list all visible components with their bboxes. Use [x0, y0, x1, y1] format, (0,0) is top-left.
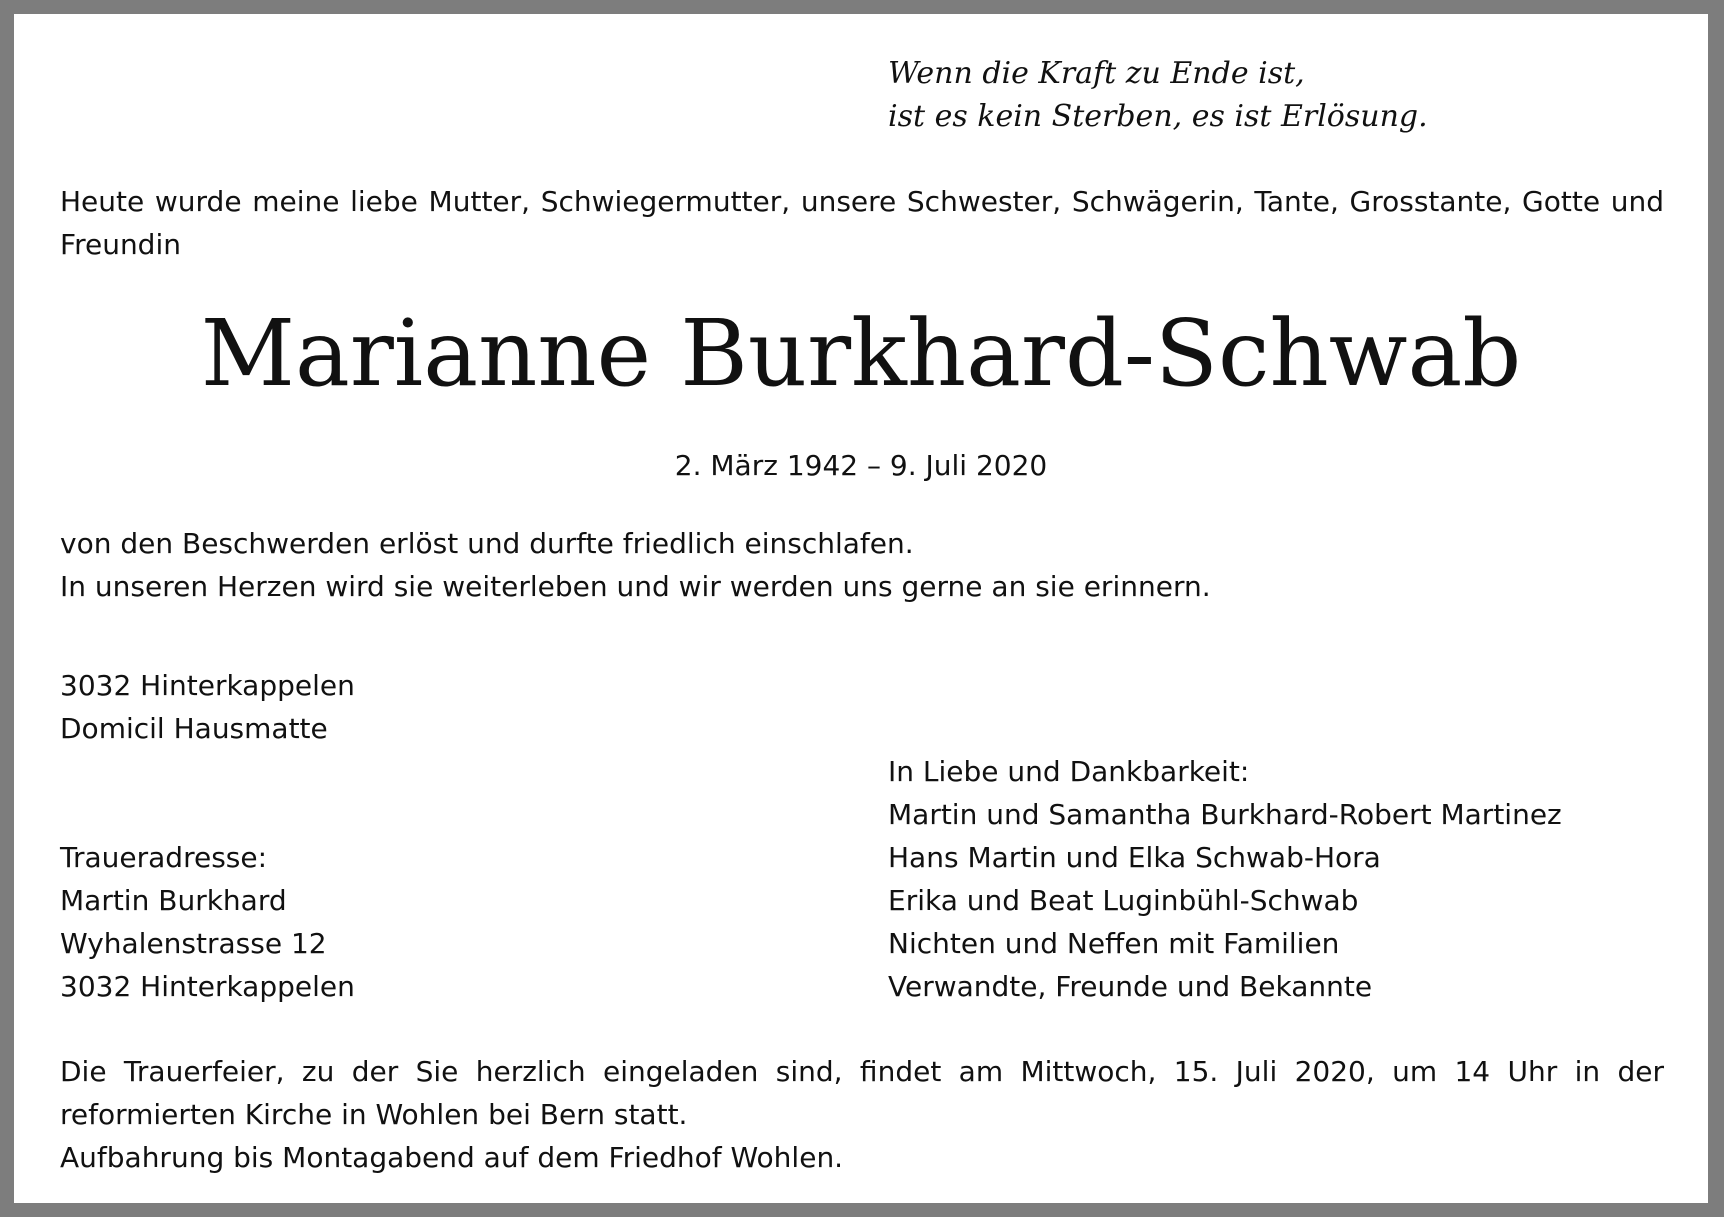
deceased-name: Marianne Burkhard-Schwab — [200, 300, 1522, 407]
obituary-page — [14, 14, 1708, 1203]
mourners-heading: In Liebe und Dankbarkeit: — [888, 755, 1250, 788]
mourner-name: Nichten und Neffen mit Familien — [888, 927, 1340, 960]
motto-line: ist es kein Sterben, es ist Erlösung. — [888, 99, 1428, 134]
viewing-notice: Aufbahrung bis Montagabend auf dem Friedhof Wohlen. — [60, 1141, 844, 1174]
mourning-address-line: Wyhalenstrasse 12 — [60, 927, 327, 960]
mourning-address-line: Martin Burkhard — [60, 884, 287, 917]
motto-verse — [888, 52, 1428, 138]
intro-paragraph: Heute wurde meine liebe Mutter, Schwiegermutter, unsere Schwester, Schwägerin, Tante, Grosstante, Gotte und Freundin — [60, 185, 1664, 261]
mourning-address-heading: Traueradresse: — [60, 841, 268, 874]
body-line: von den Beschwerden erlöst und durfte friedlich einschlafen. — [60, 527, 914, 560]
residence-block — [60, 664, 355, 750]
motto-line: Wenn die Kraft zu Ende ist, — [888, 56, 1305, 91]
residence-line: Domicil Hausmatte — [60, 712, 328, 745]
mourner-name: Hans Martin und Elka Schwab-Hora — [888, 841, 1381, 874]
mourner-name: Erika und Beat Luginbühl-Schwab — [888, 884, 1359, 917]
body-line: In unseren Herzen wird sie weiterleben und wir werden uns gerne an sie erinnern. — [60, 570, 1211, 603]
service-block — [60, 1050, 1664, 1179]
mourner-name: Verwandte, Freunde und Bekannte — [888, 970, 1373, 1003]
residence-line: 3032 Hinterkappelen — [60, 669, 355, 702]
life-dates: 2. März 1942 – 9. Juli 2020 — [674, 449, 1048, 482]
mourning-address-block — [60, 836, 355, 1008]
body-text — [60, 522, 1211, 608]
mourning-address-line: 3032 Hinterkappelen — [60, 970, 355, 1003]
mourner-name: Martin und Samantha Burkhard-Robert Martinez — [888, 798, 1562, 831]
mourners-block — [888, 750, 1562, 1008]
service-paragraph: Die Trauerfeier, zu der Sie herzlich eingeladen sind, findet am Mittwoch, 15. Juli 2020, um 14 Uhr in der reformierten Kirche in Wohlen bei Bern statt. — [60, 1055, 1664, 1131]
